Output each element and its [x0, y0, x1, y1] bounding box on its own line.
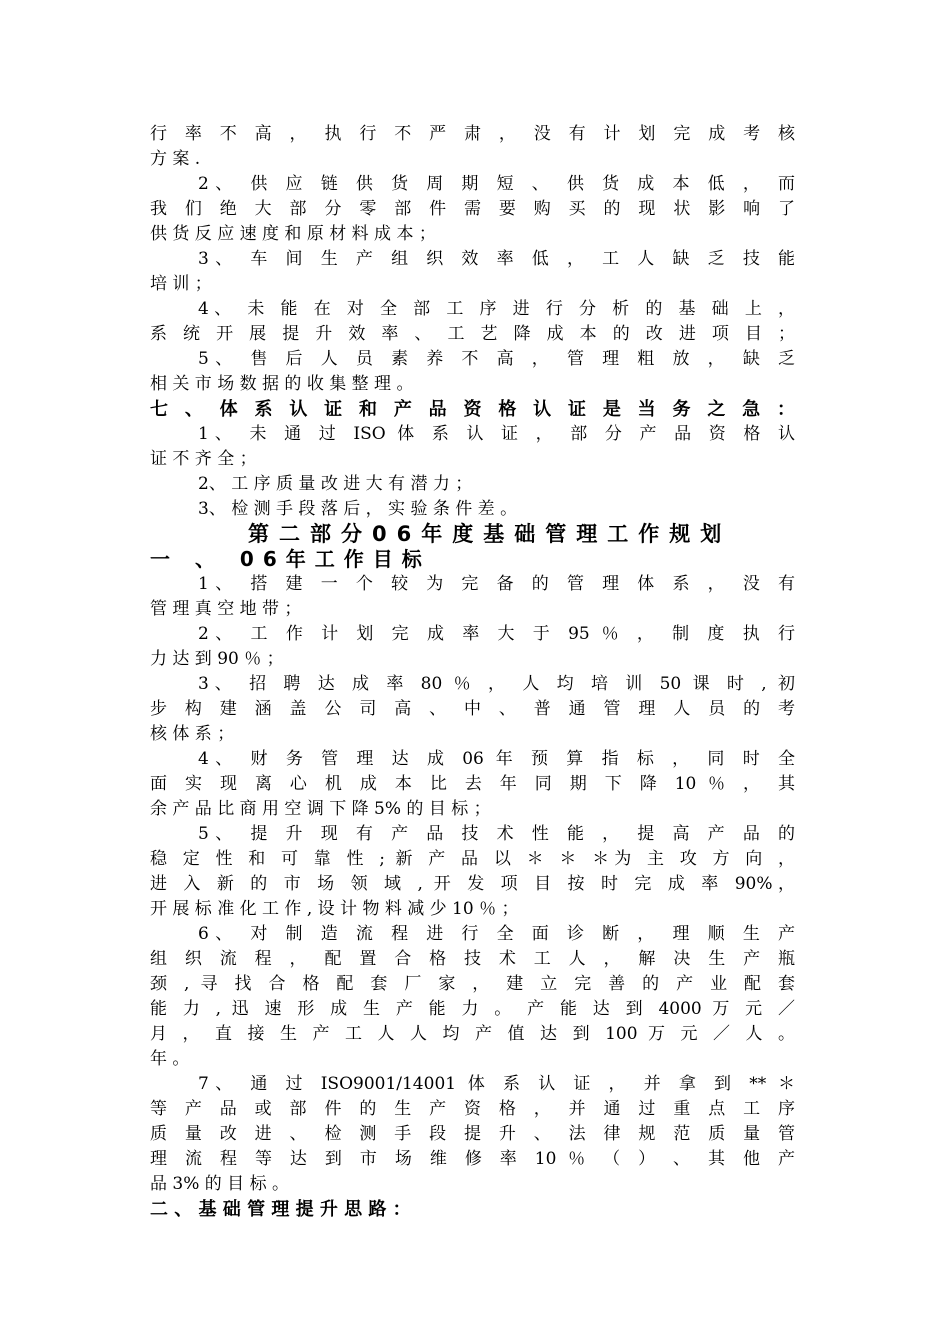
text-line: 4、 财 务 管 理 达 成 06 年 预 算 指 标 ， 同 时 全	[198, 749, 795, 769]
text-line: 颈 , 寻 找 合 格 配 套 厂 家 ， 建 立 完 善 的 产 业 配 套	[150, 974, 795, 994]
text-line: 管 理 真 空 地 带 ；	[150, 599, 302, 619]
text-line: 七 、 体 系 认 证 和 产 品 资 格 认 证 是 当 务 之 急 ：	[150, 399, 795, 420]
text-line: 2、 工 序 质 量 改 进 大 有 潜 力 ；	[198, 474, 473, 494]
text-line: 6、 对 制 造 流 程 进 行 全 面 诊 断 ， 理 顺 生 产	[198, 924, 795, 944]
text-line: 二 、 基 础 管 理 提 升 思 路 ：	[150, 1199, 411, 1220]
text-line: 年 。	[150, 1049, 190, 1069]
text-line: 供 货 反 应 速 度 和 原 材 料 成 本 ；	[150, 224, 436, 244]
text-line: 2、 供 应 链 供 货 周 期 短 、 供 货 成 本 低 ， 而	[198, 174, 795, 194]
text-line: 3、 招 聘 达 成 率 80 ％ ， 人 均 培 训 50 课 时 , 初	[198, 674, 795, 694]
text-line: 组 织 流 程 ， 配 置 合 格 技 术 工 人 ， 解 决 生 产 瓶	[150, 949, 795, 969]
text-line: 面 实 现 离 心 机 成 本 比 去 年 同 期 下 降 10 ％ ， 其	[150, 774, 795, 794]
text-line: 方 案 .	[150, 149, 201, 169]
text-line: 证 不 齐 全 ；	[150, 449, 257, 469]
text-line: 核 体 系 ；	[150, 724, 235, 744]
text-line: 进 入 新 的 市 场 领 域 , 开 发 项 目 按 时 完 成 率 90%，	[150, 874, 795, 894]
text-line: 我 们 绝 大 部 分 零 部 件 需 要 购 买 的 现 状 影 响 了	[150, 199, 795, 219]
document-body	[150, 122, 795, 1222]
text-line: 等 产 品 或 部 件 的 生 产 资 格 ， 并 通 过 重 点 工 序	[150, 1099, 795, 1119]
text-line: 月 ， 直 接 生 产 工 人 人 均 产 值 达 到 100 万 元 ／ 人 。	[150, 1024, 795, 1044]
text-line: 5、 提 升 现 有 产 品 技 术 性 能 ， 提 高 产 品 的	[198, 824, 795, 844]
text-line: 质 量 改 进 、 检 测 手 段 提 升 、 法 律 规 范 质 量 管	[150, 1124, 795, 1144]
text-line: 系 统 开 展 提 升 效 率 、 工 艺 降 成 本 的 改 进 项 目 ；	[150, 324, 795, 344]
text-line: 开 展 标 准 化 工 作 , 设 计 物 料 减 少 10 ％ ；	[150, 899, 519, 919]
text-line: 能 力 , 迅 速 形 成 生 产 能 力 。 产 能 达 到 4000 万 元 ／	[150, 999, 795, 1019]
text-line: 理 流 程 等 达 到 市 场 维 修 率 10 ％ （ ） 、 其 他 产	[150, 1149, 795, 1169]
text-line: 7、 通 过 ISO9001/14001 体 系 认 证 ， 并 拿 到 ** ＊	[198, 1074, 795, 1094]
text-line: 品 3% 的 目 标 。	[150, 1174, 289, 1194]
text-line: 培 训 ；	[150, 274, 212, 294]
text-line: 3、 检 测 手 段 落 后 ， 实 验 条 件 差 。	[198, 499, 518, 519]
text-line: 3、 车 间 生 产 组 织 效 率 低 ， 工 人 缺 乏 技 能	[198, 249, 795, 269]
text-line: 4、 未 能 在 对 全 部 工 序 进 行 分 析 的 基 础 上 ，	[198, 299, 795, 319]
text-line: 步 构 建 涵 盖 公 司 高 、 中 、 普 通 管 理 人 员 的 考	[150, 699, 795, 719]
text-line: 行 率 不 高 ， 执 行 不 严 肃 ， 没 有 计 划 完 成 考 核	[150, 124, 795, 144]
text-line: 一 、 06年工作目标	[150, 547, 431, 571]
text-line: 相 关 市 场 数 据 的 收 集 整 理 。	[150, 374, 414, 394]
text-line: 力 达 到 90 ％ ；	[150, 649, 284, 669]
text-line: 1、 搭 建 一 个 较 为 完 备 的 管 理 体 系 ， 没 有	[198, 574, 795, 594]
text-line: 1、 未 通 过 ISO 体 系 认 证 ， 部 分 产 品 资 格 认	[198, 424, 795, 444]
text-line: 稳 定 性 和 可 靠 性 ; 新 产 品 以 ＊ ＊ ＊为 主 攻 方 向 ，	[150, 849, 795, 869]
text-line: 第二部分06年度基础管理工作规划	[248, 522, 732, 546]
text-line: 5、 售 后 人 员 素 养 不 高 ， 管 理 粗 放 ， 缺 乏	[198, 349, 795, 369]
text-line: 余 产 品 比 商 用 空 调 下 降 5% 的 目 标 ；	[150, 799, 491, 819]
text-line: 2、 工 作 计 划 完 成 率 大 于 95 ％ ， 制 度 执 行	[198, 624, 795, 644]
